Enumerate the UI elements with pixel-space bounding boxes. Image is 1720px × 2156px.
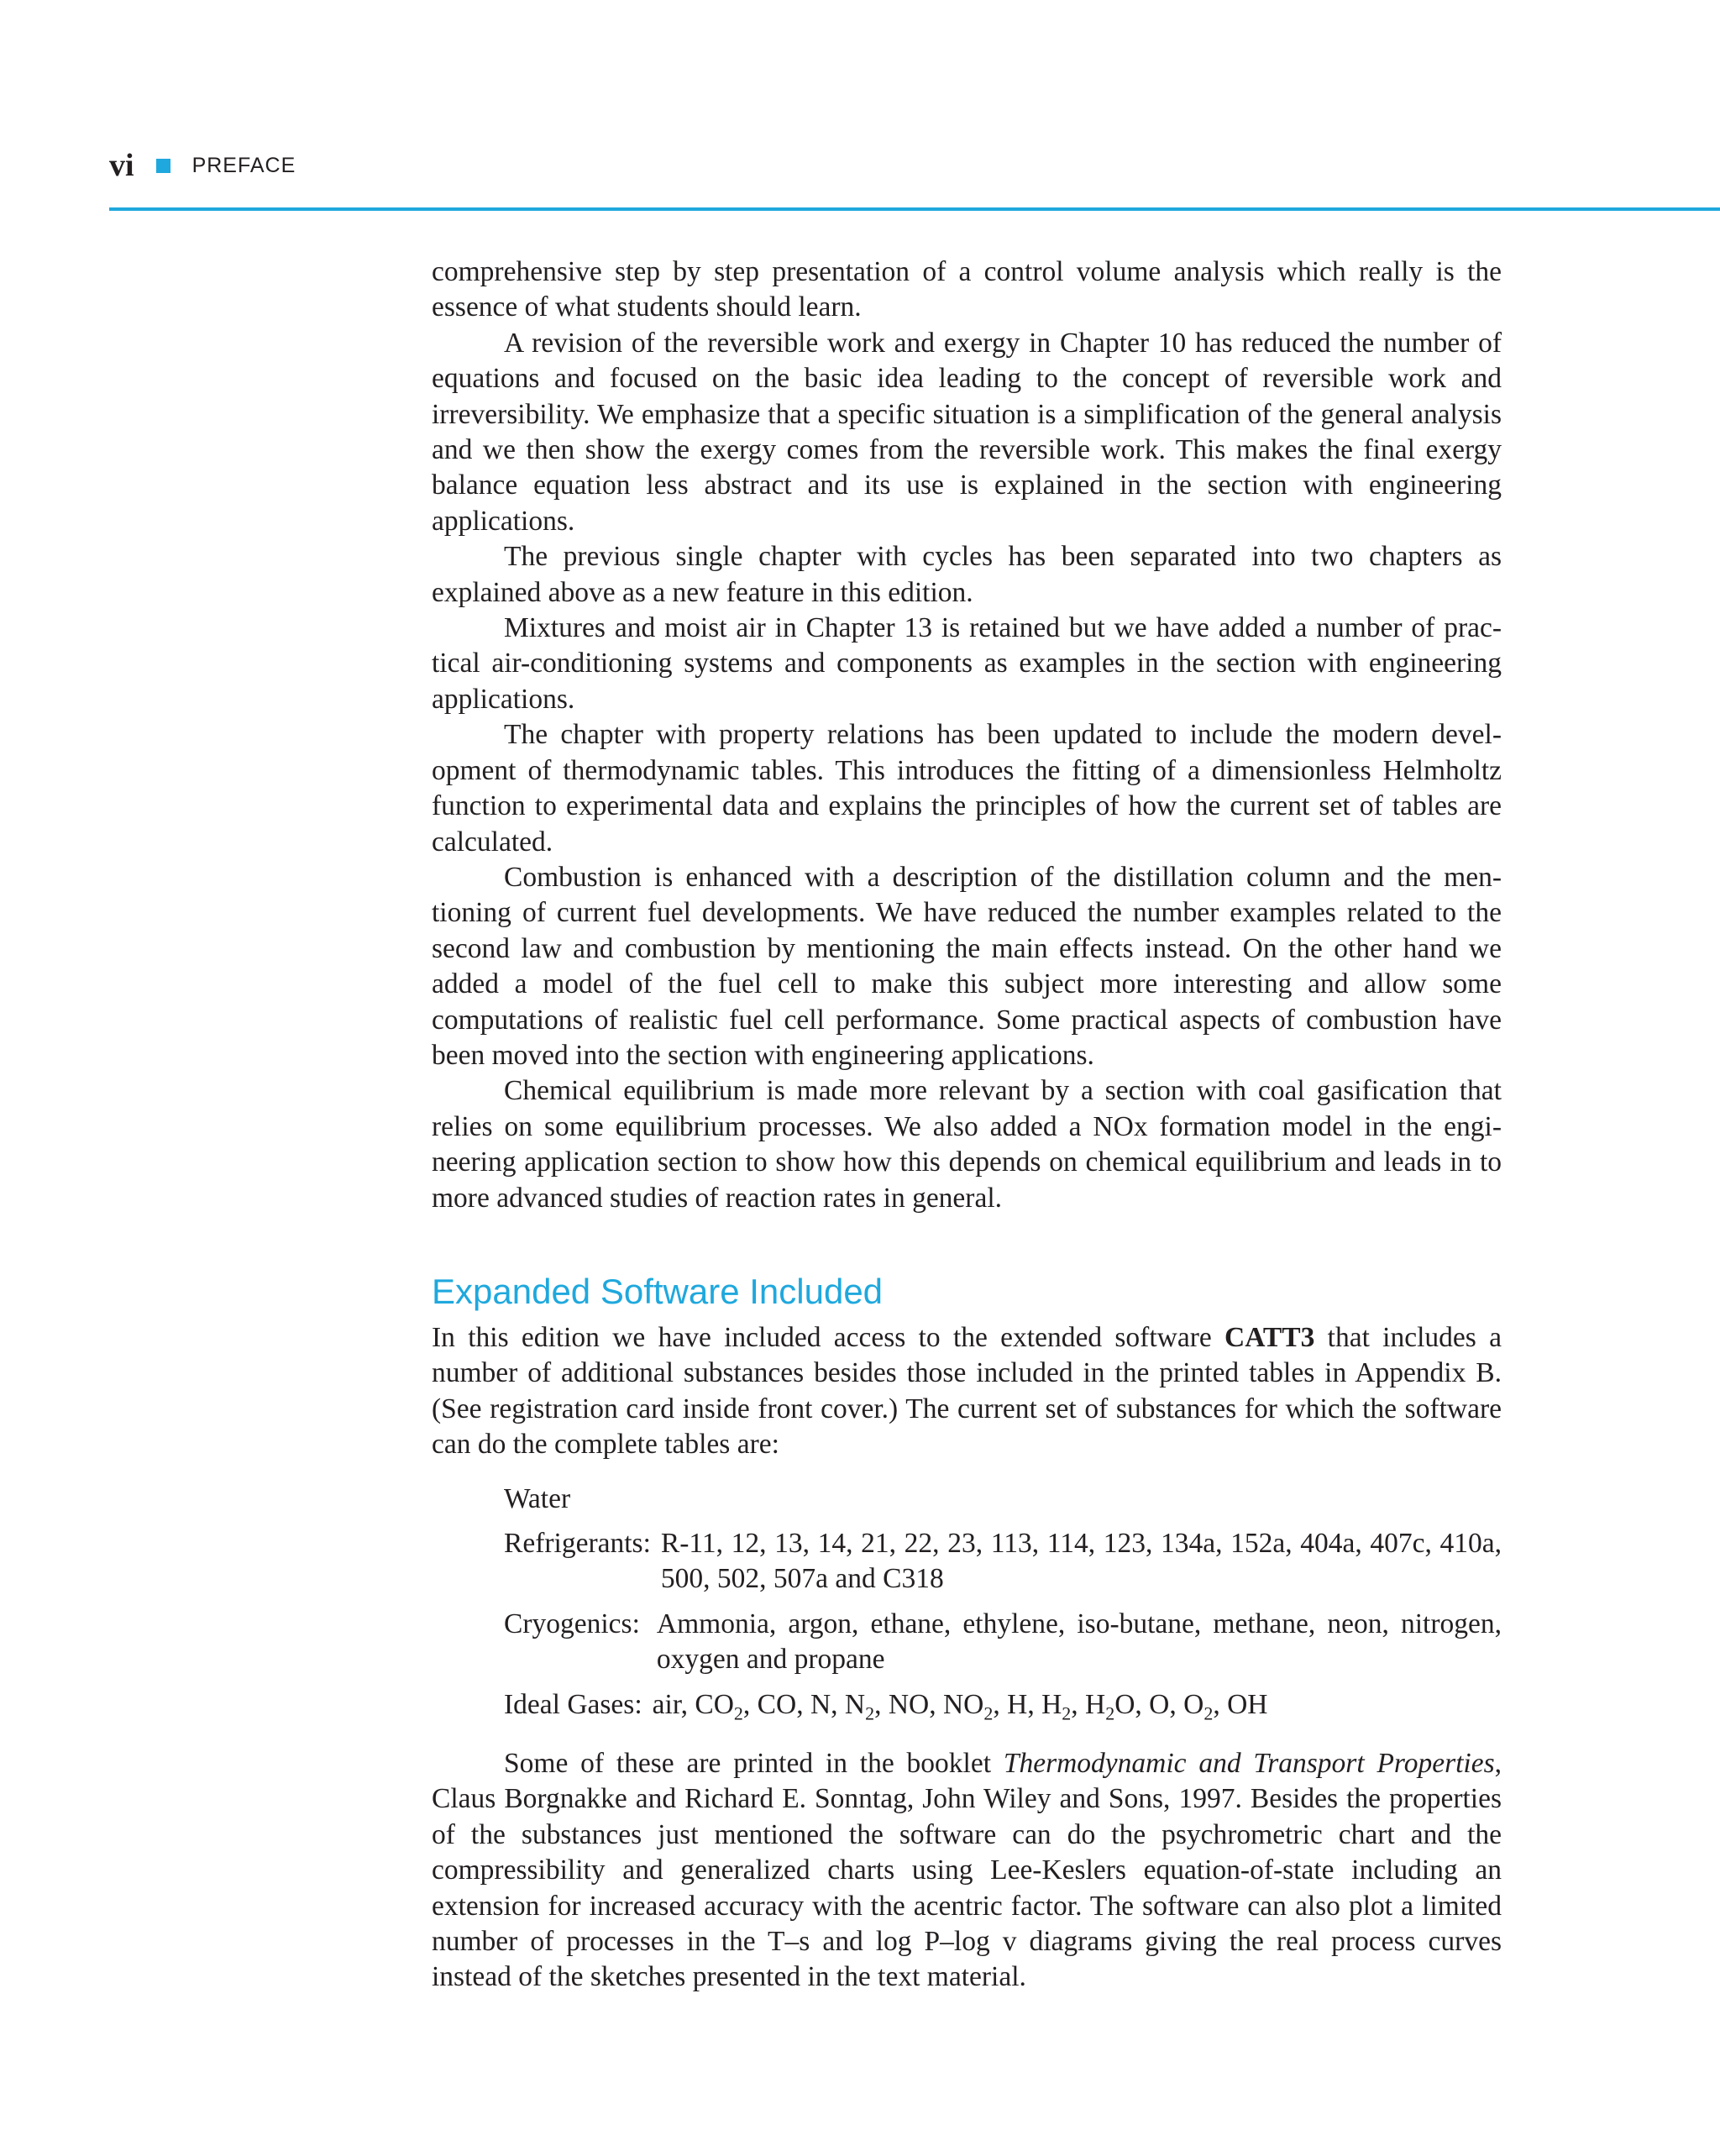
- page-number: vi: [109, 148, 134, 183]
- paragraph: The previous single chapter with cycles has been separated into two chapters as explained above as a new feature in this edition.: [432, 541, 1502, 608]
- substance-value: R-11, 12, 13, 14, 21, 22, 23, 113, 114, 123, 134a, 152a, 404a, 407c, 410a, 500, 502, 507a and C318: [660, 1528, 1502, 1595]
- substance-row-ideal-gases: [504, 1687, 1502, 1723]
- substance-label: Ideal Gases:: [504, 1688, 642, 1720]
- substance-row-refrigerants: [504, 1526, 1502, 1597]
- paragraph: Chemical equilibrium is made more relevant by a section with coal gasification that relies on some equilibrium processes. We also added a NOx formation model in the engi-neering application section to show how this depends on chemical equilibrium and leads in to more advanced studies of reaction rates in general.: [432, 1075, 1502, 1214]
- paragraph: A revision of the reversible work and exergy in Chapter 10 has reduced the number of equations and focused on the basic idea leading to the concept of reversible work and irreversibility. We emphasize that a specific situation is a simplification of the general analysis and we then show the exergy comes from the reversible work. This makes the final exergy balance equation less abstract and its use is explained in the section with engineering applications.: [432, 327, 1502, 537]
- intro-text: that includes a number of additional substances besides those included in the printed tables in Appendix B. (See registration card inside front cover.) The current set of substances for which the software can do the complete tables are:: [432, 1321, 1502, 1461]
- substance-value: Ammonia, argon, ethane, ethylene, iso-butane, methane, neon, nitrogen, oxygen and propane: [656, 1608, 1502, 1676]
- software-name: CATT3: [1224, 1321, 1315, 1353]
- closing-text: Some of these are printed in the booklet: [504, 1748, 1004, 1780]
- substance-row-water: [504, 1482, 1502, 1517]
- subscript: 2: [865, 1702, 875, 1724]
- subscript: 2: [1203, 1702, 1214, 1724]
- software-closing-paragraph: [432, 1746, 1502, 1996]
- bullet-square-icon: [156, 159, 170, 173]
- header-rule: [109, 207, 1720, 211]
- paragraph: comprehensive step by step presentation of a control volume analysis which really is the essence of what students should learn.: [432, 256, 1502, 323]
- gas-text: , H, H: [993, 1688, 1062, 1720]
- software-intro-paragraph: [432, 1320, 1502, 1463]
- booklet-title: Thermodynamic and Transport Properties: [1003, 1748, 1495, 1780]
- substance-value: [653, 1687, 1502, 1723]
- substance-label: Cryogenics:: [504, 1608, 640, 1639]
- paragraph: Combustion is enhanced with a description of the distillation column and the men-tioning of current fuel developments. We have reduced the number examples related to the second law and combustion by mentioning the main effects instead. On the other hand we added a model of the fuel cell to make this subject more interesting and allow some computations of realistic fuel cell performance. Some practical aspects of combustion have been moved into the section with engineering applications.: [432, 861, 1502, 1071]
- paragraph: The chapter with property relations has been updated to include the modern devel-opment of thermodynamic tables. This introduces the fitting of a dimensionless Helmholtz function to experimental data and explains the principles of how the current set of tables are calculated.: [432, 719, 1502, 858]
- paragraph: Mixtures and moist air in Chapter 13 is retained but we have added a number of prac-tical air-conditioning systems and components as examples in the section with engineering applications.: [432, 612, 1502, 715]
- running-head-label: PREFACE: [191, 153, 296, 177]
- closing-text: , Claus Borgnakke and Richard E. Sonntag, John Wiley and Sons, 1997. Besides the properties of the substances just mentioned the software can do the psychrometric chart and the compressibility and generalized charts using Lee-Keslers equation-of-state including an extension for increased accuracy with the acentric factor. The software can also plot a limited number of processes in the T–s and log P–log v diagrams giving the real process curves instead of the sketches presented in the text material.: [432, 1748, 1502, 1993]
- gas-text: , NO, NO: [874, 1688, 984, 1720]
- page-body: [432, 254, 1502, 1996]
- substance-list: [504, 1482, 1502, 1723]
- substance-row-cryogenics: [504, 1607, 1502, 1678]
- gas-text: O, O, O: [1114, 1688, 1204, 1720]
- subscript: 2: [983, 1702, 994, 1724]
- gas-text: , OH: [1213, 1688, 1268, 1720]
- gas-text: , H: [1071, 1688, 1106, 1720]
- substance-label: Refrigerants:: [504, 1528, 651, 1559]
- substance-water: Water: [504, 1482, 571, 1514]
- section-heading: Expanded Software Included: [432, 1271, 884, 1311]
- subscript: 2: [1062, 1702, 1072, 1724]
- running-head: [109, 144, 296, 186]
- gas-text: , CO, N, N: [742, 1688, 866, 1720]
- subscript: 2: [1105, 1702, 1115, 1724]
- subscript: 2: [733, 1702, 743, 1724]
- intro-text: In this edition we have included access to the extended software: [432, 1321, 1225, 1353]
- gas-text: air, CO: [652, 1688, 734, 1720]
